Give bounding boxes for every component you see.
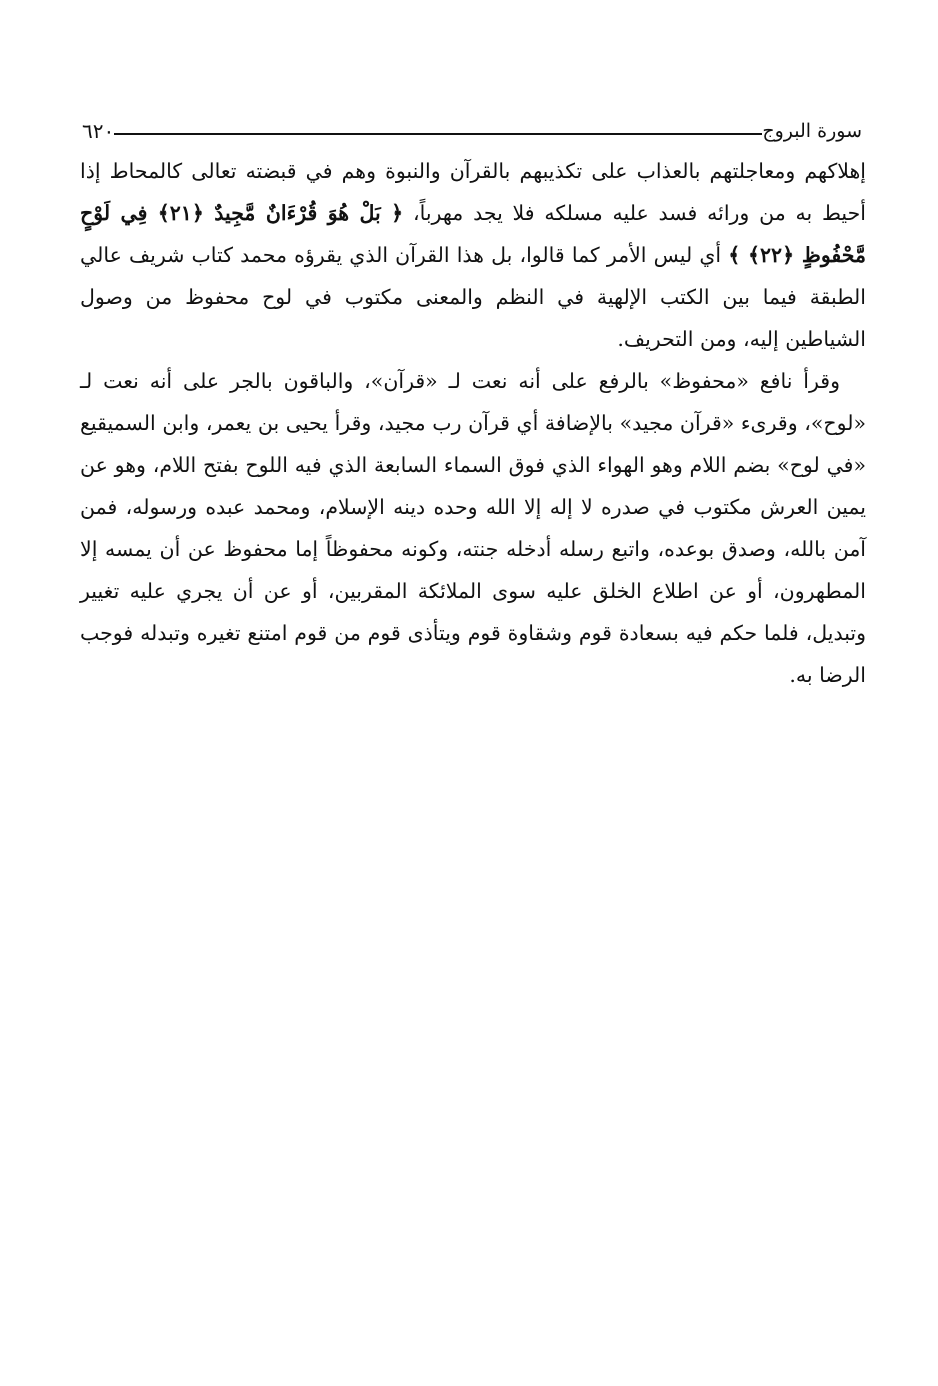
page-body [80,150,866,696]
page-number: ٦٢٠ [82,119,115,143]
quran-verse: ﴿ بَلْ هُوَ قُرْءَانٌ مَّجِيدٌ ﴿٢١﴾ فِي لَوْحٍ مَّحْفُوظٍ ﴿٢٢﴾ ﴾ [80,201,866,267]
surah-title: سورة البروج [762,120,862,142]
paragraph-1-text-after: أي ليس الأمر كما قالوا، بل هذا القرآن الذي يقرؤه محمد كتاب شريف عالي الطبقة فيما بين الكتب الإلهية في النظم والمعنى مكتوب في لوح محفوظ من وصول الشياطين إليه، ومن التحريف. [80,243,866,351]
header-rule [114,133,762,135]
paragraph-1 [80,150,866,360]
paragraph-1-text-before: إهلاكهم ومعاجلتهم بالعذاب على تكذيبهم بالقرآن والنبوة وهم في قبضته تعالى كالمحاط إذا أحيط به من ورائه فسد عليه مسلكه فلا يجد مهرباً، [80,159,866,225]
page-header [78,112,866,142]
paragraph-2: وقرأ نافع «محفوظ» بالرفع على أنه نعت لـ «قرآن»، والباقون بالجر على أنه نعت لـ «لوح»، وقرىء «قرآن مجيد» بالإضافة أي قرآن رب مجيد، وقرأ يحيى بن يعمر، وابن السميقيع «في لوح» بضم اللام وهو الهواء الذي فوق السماء السابعة الذي فيه اللوح بفتح اللام، وهو عن يمين العرش مكتوب في صدره لا إله إلا الله وحده دينه الإسلام، ومحمد عبده ورسوله، فمن آمن بالله، وصدق بوعده، واتبع رسله أدخله جنته، وكونه محفوظاً إما محفوظ عن أن يمسه إلا المطهرون، أو عن اطلاع الخلق عليه سوى الملائكة المقربين، أو عن أن يجري عليه تغيير وتبديل، فلما حكم فيه بسعادة قوم وشقاوة قوم ويتأذى قوم من قوم امتنع تغيره وتبدله فوجب الرضا به. [80,369,866,687]
